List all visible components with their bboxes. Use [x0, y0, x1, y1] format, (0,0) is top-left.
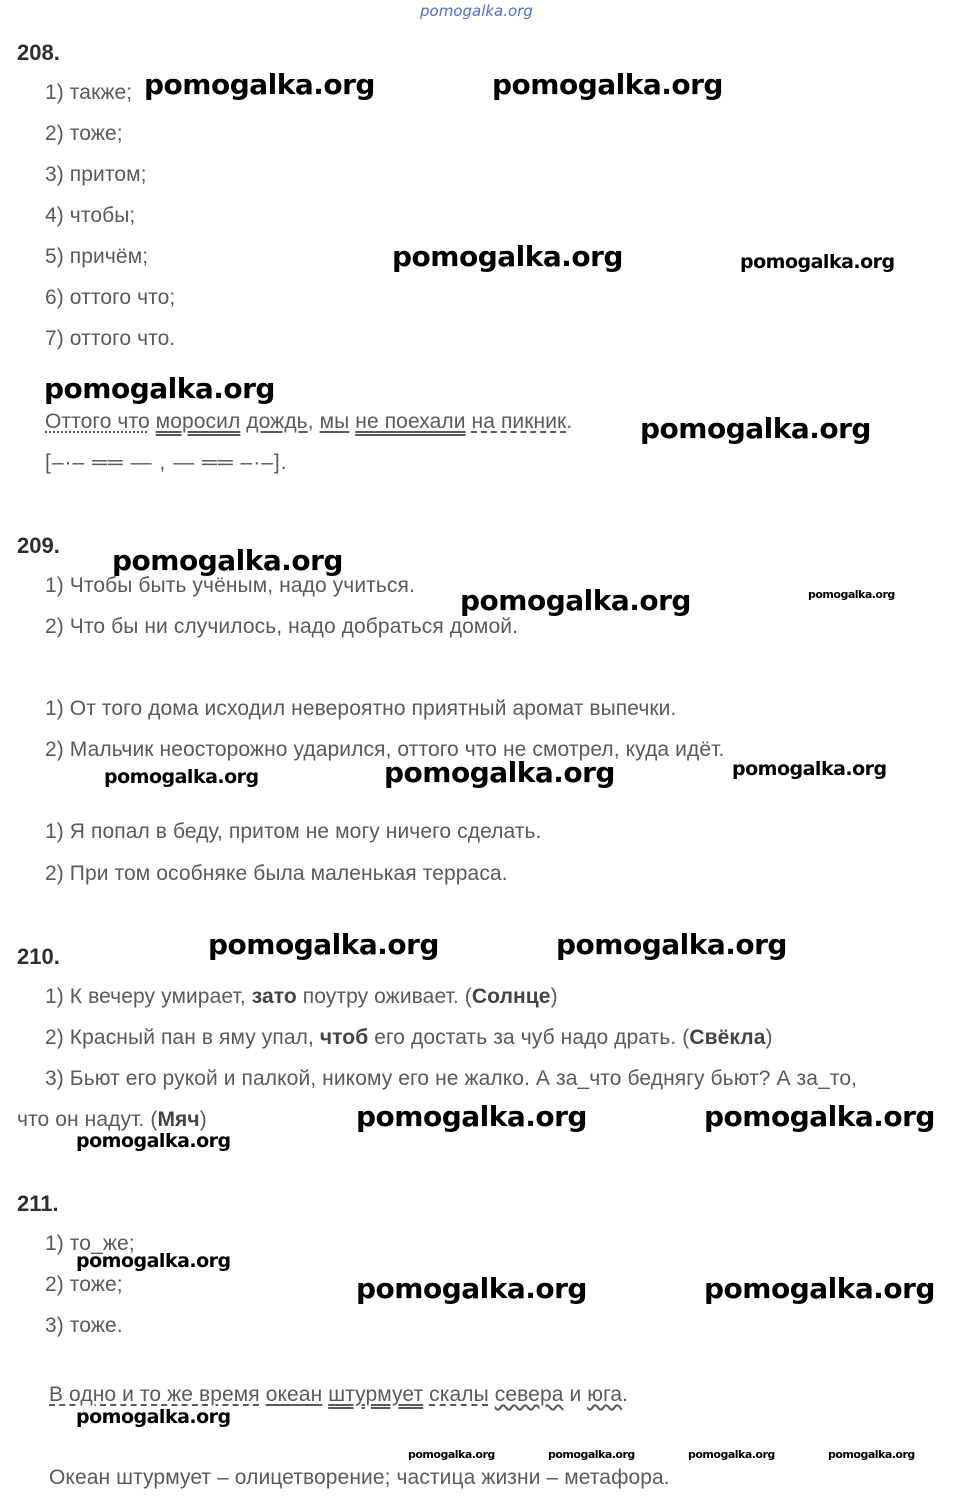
watermark: pomogalka.org	[356, 1100, 587, 1133]
ex209-item-1: 1) Чтобы быть учёным, надо учиться.	[45, 574, 415, 597]
ex211-sentence	[49, 1383, 628, 1407]
ex211-word-and: и	[569, 1383, 582, 1406]
ex210-riddle-1-text-a: 1) К вечеру умирает,	[45, 985, 252, 1008]
watermark: pomogalka.org	[408, 1448, 495, 1461]
watermark: pomogalka.org	[548, 1448, 635, 1461]
ex208-item-4: 4) чтобы;	[45, 204, 136, 227]
watermark: pomogalka.org	[704, 1272, 935, 1305]
ex208-period: .	[566, 410, 573, 433]
watermark: pomogalka.org	[112, 544, 343, 577]
ex209-item-3: 1) От того дома исходил невероятно приятный аромат выпечки.	[45, 697, 677, 720]
watermark: pomogalka.org	[208, 928, 439, 961]
ex208-word-adverbial: на пикник	[471, 410, 567, 433]
ex210-riddle-1-conjunction: зато	[251, 985, 297, 1008]
ex210-riddle-2-answer: Свёкла	[689, 1026, 766, 1049]
watermark: pomogalka.org	[44, 372, 275, 405]
ex208-word-subject-1: дождь	[246, 410, 308, 433]
watermark: pomogalka.org	[460, 584, 691, 617]
ex210-riddle-1	[45, 985, 558, 1009]
watermark: pomogalka.org	[556, 928, 787, 961]
exercise-211-number: 211.	[17, 1191, 59, 1216]
ex208-word-predicate-1: моросил	[155, 410, 241, 433]
ex210-riddle-3-close: )	[199, 1108, 207, 1131]
ex210-riddle-2-text-a: 2) Красный пан в яму упал,	[45, 1026, 320, 1049]
ex210-riddle-2-text-b: его достать за чуб надо драть. (	[368, 1026, 690, 1049]
ex211-item-3: 3) тоже.	[45, 1314, 123, 1337]
ex211-period: .	[622, 1383, 629, 1406]
ex208-scheme: [–·– ══ — , — ══ –·–].	[45, 451, 288, 474]
exercise-210-number: 210.	[17, 944, 60, 969]
ex211-word-attribute-2: юга	[587, 1383, 623, 1406]
ex210-riddle-3-text: что он надут. (	[17, 1108, 158, 1131]
ex210-riddle-3-answer: Мяч	[157, 1108, 200, 1131]
watermark: pomogalka.org	[144, 68, 375, 101]
ex210-riddle-2-conjunction: чтоб	[319, 1026, 369, 1049]
ex208-comma: ,	[307, 410, 320, 433]
ex211-word-attribute-1: севера	[494, 1383, 564, 1406]
ex208-item-7: 7) оттого что.	[45, 327, 176, 350]
ex208-word-predicate-2: не поехали	[355, 410, 466, 433]
ex210-riddle-1-text-b: поутру оживает. (	[296, 985, 472, 1008]
watermark: pomogalka.org	[356, 1272, 587, 1305]
ex211-conclusion: Океан штурмует – олицетворение; частица жизни – метафора.	[49, 1466, 670, 1489]
watermark: pomogalka.org	[732, 758, 887, 780]
watermark: pomogalka.org	[640, 412, 871, 445]
ex210-riddle-2	[45, 1026, 773, 1050]
watermark: pomogalka.org	[740, 251, 895, 273]
ex210-riddle-3-line-1: 3) Бьют его рукой и палкой, никому его не жалко. А за_что беднягу бьют? А за_то,	[45, 1067, 858, 1090]
watermark: pomogalka.org	[76, 1406, 231, 1428]
ex208-sentence	[45, 410, 572, 434]
watermark: pomogalka.org	[828, 1448, 915, 1461]
exercise-209-number: 209.	[17, 533, 60, 558]
ex208-item-2: 2) тоже;	[45, 122, 123, 145]
ex211-item-1: 1) то_же;	[45, 1232, 135, 1255]
ex208-word-conjunction: Оттого что	[45, 410, 150, 433]
ex211-word-adverbial: В одно и то же время	[49, 1383, 260, 1406]
ex209-item-2: 2) Что бы ни случилось, надо добраться домой.	[45, 615, 519, 638]
ex210-riddle-1-close: )	[550, 985, 558, 1008]
watermark: pomogalka.org	[104, 766, 259, 788]
ex209-item-6: 2) При том особняке была маленькая терраса.	[45, 862, 508, 885]
watermark: pomogalka.org	[392, 240, 623, 273]
exercise-208-number: 208.	[17, 40, 60, 65]
watermark: pomogalka.org	[688, 1448, 775, 1461]
ex210-riddle-3-line-2	[17, 1108, 207, 1132]
ex208-item-3: 3) притом;	[45, 163, 147, 186]
watermark: pomogalka.org	[704, 1100, 935, 1133]
ex210-riddle-2-close: )	[765, 1026, 773, 1049]
ex208-item-5: 5) причём;	[45, 245, 149, 268]
ex209-item-5: 1) Я попал в беду, притом не могу ничего сделать.	[45, 820, 542, 843]
watermark: pomogalka.org	[492, 68, 723, 101]
watermark: pomogalka.org	[384, 756, 615, 789]
ex208-word-subject-2: мы	[319, 410, 350, 433]
ex211-word-subject: океан	[265, 1383, 323, 1406]
watermark: pomogalka.org	[76, 1130, 231, 1152]
ex208-item-6: 6) оттого что;	[45, 286, 176, 309]
ex211-word-object: скалы	[429, 1383, 489, 1406]
ex210-riddle-1-answer: Солнце	[471, 985, 551, 1008]
ex208-item-1: 1) также;	[45, 81, 133, 104]
watermark-top: pomogalka.org	[420, 2, 533, 20]
watermark: pomogalka.org	[808, 588, 895, 601]
ex211-word-predicate: штурмует	[328, 1383, 424, 1406]
ex209-item-4: 2) Мальчик неосторожно ударился, оттого что не смотрел, куда идёт.	[45, 738, 725, 761]
ex211-item-2: 2) тоже;	[45, 1273, 123, 1296]
watermark: pomogalka.org	[76, 1250, 231, 1272]
